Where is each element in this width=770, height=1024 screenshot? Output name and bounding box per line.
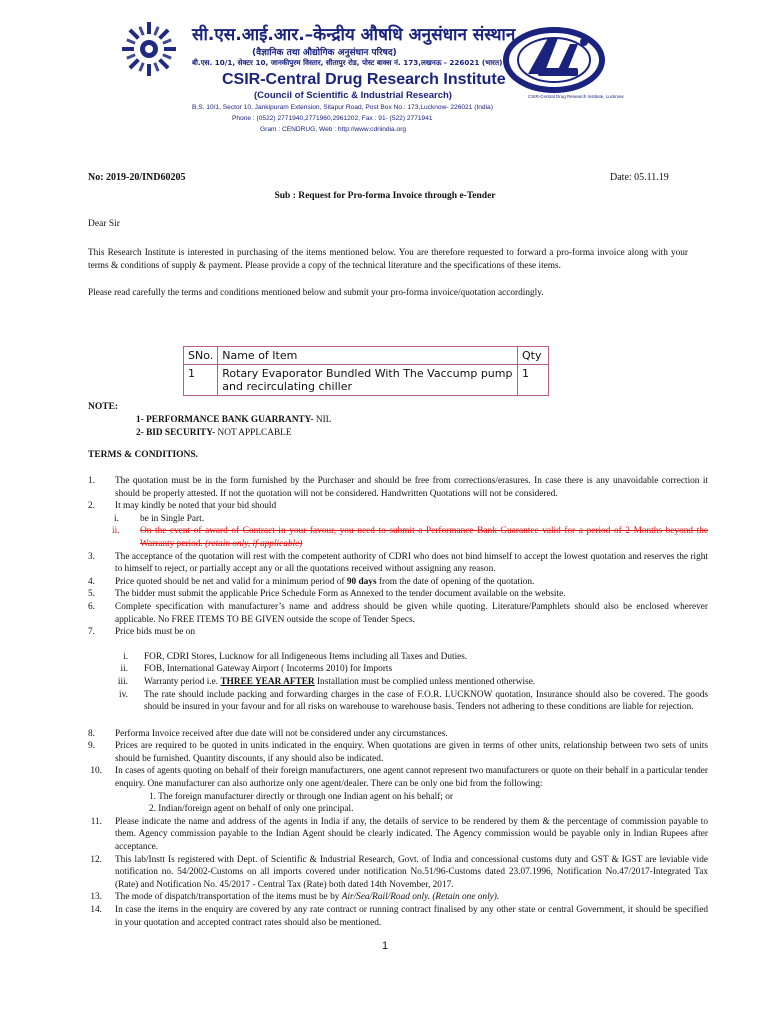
term-7-number: 7.	[88, 627, 95, 638]
header-sno: SNo.	[184, 347, 218, 365]
item-qty: 1	[518, 365, 549, 396]
term-7-iii-bold: THREE YEAR AFTER	[220, 676, 315, 687]
term-12-number: 12.	[90, 854, 102, 865]
term-14-number: 14.	[90, 905, 102, 915]
term-4	[88, 576, 708, 589]
term-13-number: 13.	[90, 892, 102, 903]
term-13-italic: Air/Sea/Rail/Road only. (Retain one only).	[341, 892, 500, 903]
term-4-number: 4.	[88, 576, 95, 587]
term-7-iv	[88, 689, 708, 714]
term-8	[88, 728, 708, 741]
letter-date: Date: 05.11.19	[610, 172, 669, 183]
note-2-label: 2- BID SECURITY-	[136, 428, 216, 438]
note-1-label: 1- PERFORMANCE BANK GUARRANTY-	[136, 415, 314, 425]
term-6-number: 6.	[88, 601, 95, 612]
hindi-institute-name: सी.एस.आई.आर.–केन्द्रीय औषधि अनुसंधान संस्थान	[192, 25, 516, 45]
term-5	[88, 588, 708, 601]
institute-phone: Phone : (0522) 2771940,2771960,2961202, Fax : 91- (522) 2771941	[232, 115, 433, 122]
hindi-address: बी.एस. 10/1, सेक्टर 10, जानकीपुरम विस्तार, सीतापुर रोड, पोस्ट बाक्स नं. 173,लखनऊ - 226021 (भारत)	[192, 58, 503, 67]
term-3-number: 3.	[88, 551, 95, 562]
reference-number: No: 2019-20/IND60205	[88, 172, 186, 183]
term-13	[88, 891, 708, 904]
term-11-text: Please indicate the name and address of the agents in India if any, the details of service to be rendered by them & the percentage of commission payable to them. Agency commission payable to the Indian Agent should be clearly indicated. The Agency commission would be payable only in Indian Rupees after acceptance.	[115, 816, 708, 853]
intro-paragraph: This Research Institute is interested in purchasing of the items mentioned below. You are therefore requested to forward a pro-forma invoice along with your terms & conditions of supply & payment. Please provide a copy of the technical literature and the specifications of these items.	[88, 248, 688, 271]
institute-name: CSIR-Central Drug Research Institute	[222, 71, 506, 88]
term-7-iv-number: iv.	[119, 689, 128, 700]
term-1	[88, 475, 708, 500]
note-line-1	[136, 414, 331, 427]
term-3-text: The acceptance of the quotation will rest with the competent authority of CDRI who does not bind himself to accept the lowest quotation and reserves the right to himself to reject, or partially accept any or all the quotations received without assigning any reason.	[115, 551, 708, 575]
table-row	[184, 365, 549, 396]
terms-list	[88, 475, 708, 929]
term-1-text: The quotation must be in the form furnished by the Purchaser and should be free from corrections/erasures. In case there is any unavoidable correction it should be properly attested. If not the quotation will not be considered. Handwritten Quotations will not be considered.	[115, 476, 708, 499]
term-4-text	[115, 576, 708, 589]
header-qty: Qty	[518, 347, 549, 365]
term-2-ii-number: ii.	[112, 526, 120, 537]
term-6	[88, 601, 708, 626]
term-7-i-number: i.	[123, 651, 128, 662]
term-7-ii	[88, 663, 708, 676]
term-11-number: 11.	[90, 816, 102, 827]
term-14	[88, 904, 708, 929]
term-14-text: In case the items in the enquiry are covered by any rate contract or running contract finalised by any other state or central Government, it should be specified in your quotation and accepted contract rates should also be mentioned.	[115, 905, 708, 928]
term-3	[88, 551, 708, 576]
term-10-option-b: 2. Indian/foreign agent on behalf of only one principal.	[149, 804, 354, 815]
term-6-text: Complete specification with manufacturer’s name and address should be given while quoting. Literature/Pamphlets should also be enclosed wherever applicable. No FREE ITEMS TO BE GIVEN outside the scope of Tender Specs.	[115, 601, 708, 625]
table-header-row	[184, 347, 549, 365]
term-7	[88, 626, 708, 639]
term-2	[88, 500, 708, 513]
term-8-number: 8.	[88, 728, 95, 739]
page-number: 1	[381, 940, 389, 952]
term-7-iii	[88, 676, 708, 689]
term-12-text: This lab/Instt Is registered with Dept. of Scientific & Industrial Research, Govt. of India and concessional customs duty and GST & IGST are leviable vide notification no. 54/2002-Customs on all imports covered under notification No.51/96-Customs dated 23.07.1996, Notification No.47/2017-Integrated Tax (Rate) and Notification No. 45/2017 - Central Tax (Rate) both dated 14th November, 2017.	[115, 854, 708, 890]
term-7-ii-text: FOB, International Gateway Airport ( Incoterms 2010) for Imports	[144, 664, 393, 675]
term-7-iii-pre: Warranty period i.e.	[144, 676, 221, 687]
note-label: NOTE:	[88, 402, 119, 412]
term-4-pre: Price quoted should be net and valid for a minimum period of	[115, 576, 347, 587]
term-7-i	[88, 651, 708, 664]
csir-emblem-icon	[118, 18, 180, 80]
letterhead	[0, 0, 770, 150]
term-10-number: 10.	[90, 766, 102, 777]
institute-gram: Gram : CENDRUG, Web : http://www.cdriindia.org	[260, 126, 407, 133]
term-2-ii	[88, 525, 708, 550]
council-name: (Council of Scientific & Industrial Research)	[254, 90, 452, 101]
term-5-text: The bidder must submit the applicable Price Schedule Form as Annexed to the tender document available on the website.	[115, 589, 566, 600]
cdri-logo-icon	[498, 24, 608, 94]
term-13-pre: The mode of dispatch/transportation of the items must be by	[115, 892, 342, 903]
term-5-number: 5.	[88, 589, 95, 600]
term-9-number: 9.	[88, 741, 95, 752]
term-2-ii-main: On the event of award of Contract in your favour, you need to submit a Performance Bank Guarantee valid for a period of 2 Months beyond the Warranty period.	[140, 526, 708, 549]
term-2-number: 2.	[88, 501, 95, 512]
term-7-ii-number: ii.	[120, 664, 128, 675]
term-2-ii-text	[140, 525, 708, 550]
term-2-text: It may kindly be noted that your bid should	[115, 501, 277, 512]
term-8-text: Performa Invoice received after due date will not be considered under any circumstances.	[115, 728, 448, 739]
term-4-post: from the date of opening of the quotation.	[376, 576, 535, 587]
salutation: Dear Sir	[88, 219, 120, 229]
term-7-iii-number: iii.	[117, 676, 128, 687]
term-10-option-a: 1. The foreign manufacturer directly or through one Indian agent on his behalf; or	[149, 791, 453, 802]
terms-heading: TERMS & CONDITIONS.	[88, 450, 199, 460]
item-sno: 1	[184, 365, 218, 396]
instruction-paragraph: Please read carefully the terms and conditions mentioned below and submit your pro-forma invoice/quotation accordingly.	[88, 288, 544, 298]
term-12	[88, 854, 708, 892]
term-10	[88, 765, 708, 815]
term-7-iv-text: The rate should include packing and forwarding charges in the case of F.O.R. LUCKNOW quotation, Insurance should also be covered. The goods should be insured in your favour and for all risks on warehouse to warehouse basis. Tenders not adhering to these conditions are liable for rejection.	[144, 689, 708, 713]
term-1-number: 1.	[88, 476, 95, 486]
term-10-text: In cases of agents quoting on behalf of their foreign manufacturers, one agent cannot represent two manufacturers or quote on their behalf in a particular tender enquiry. One manufacturer can also authorize only one agent/dealer. There can be only one bid from the following:	[115, 766, 708, 790]
term-7-text: Price bids must be on	[115, 627, 196, 638]
term-2-ii-italic: (retain only, if applicable)	[202, 538, 303, 549]
term-7-iii-post: Installation must be complied unless mentioned otherwise.	[314, 676, 536, 687]
term-9-text: Prices are required to be quoted in units indicated in the enquiry. When quotations are given in terms of other units, relationship between two sets of units should be furnished. Quantity discounts, if any should also be indicated.	[115, 741, 708, 764]
institute-address: B.S. 10/1, Sector 10, Jankipuram Extension, Sitapur Road, Post Box No.: 173,Lucknow- 226021 (India)	[192, 104, 493, 111]
term-9	[88, 740, 708, 765]
subject-line: Sub : Request for Pro-forma Invoice through e-Tender	[274, 191, 496, 201]
term-2-i-text: be in Single Part.	[140, 513, 205, 524]
note-line-2	[136, 427, 292, 440]
note-1-value: NIL	[313, 415, 332, 425]
term-13-text	[115, 891, 708, 904]
term-11	[88, 816, 708, 854]
items-table	[183, 346, 549, 396]
note-2-value: NOT APPLCABLE	[215, 428, 292, 438]
term-7-i-text: FOR, CDRI Stores, Lucknow for all Indigeneous Items including all Taxes and Duties.	[144, 651, 468, 662]
term-4-bold: 90 days	[346, 576, 377, 587]
logo-caption: CSIR-Central Drug Research Institute, Lucknow	[528, 94, 624, 99]
term-2-i-number: i.	[114, 513, 119, 524]
header-item-name: Name of Item	[218, 347, 518, 365]
item-name: Rotary Evaporator Bundled With The Vaccump pump and recirculating chiller	[218, 365, 518, 396]
hindi-council: (वैज्ञानिक तथा औद्योगिक अनुसंधान परिषद)	[252, 48, 397, 58]
term-7-iii-text	[144, 676, 708, 689]
term-2-i	[88, 513, 708, 526]
